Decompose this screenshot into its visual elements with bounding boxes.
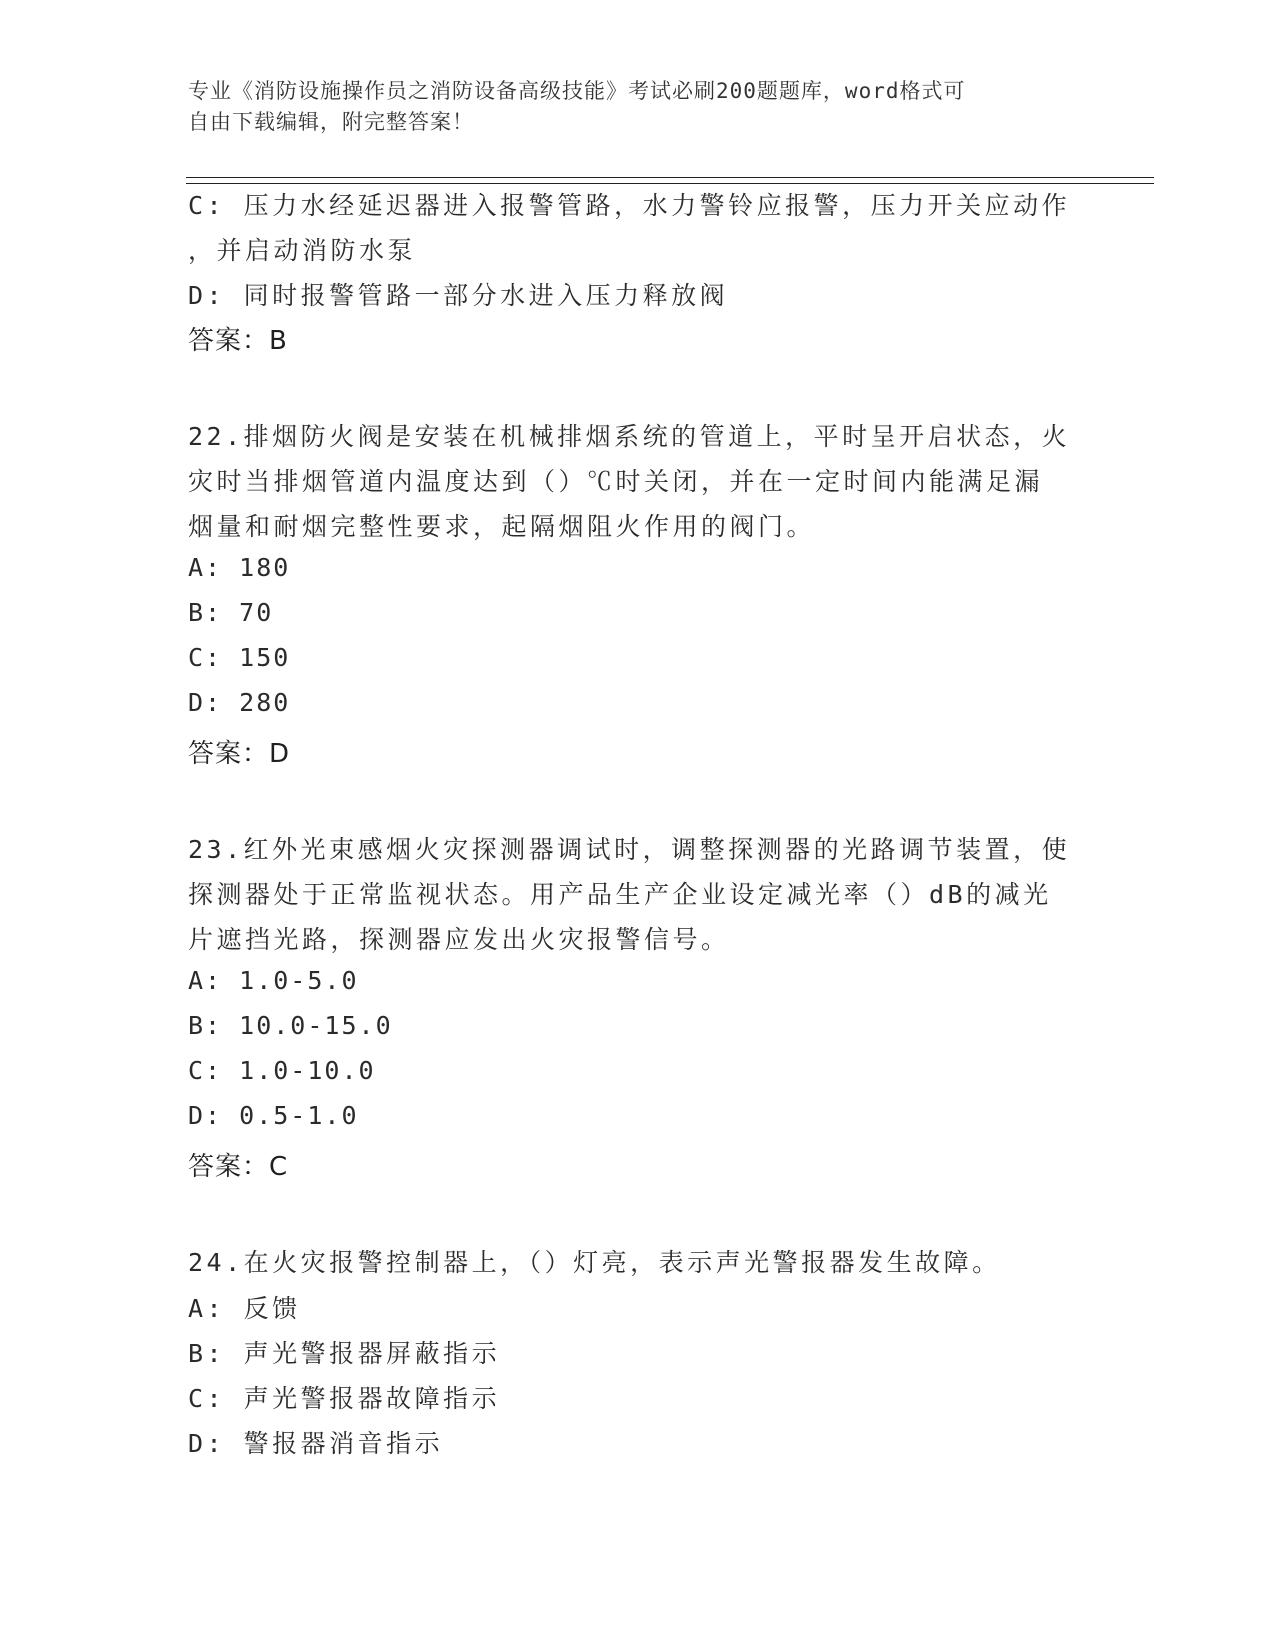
header-line-1: 专业《消防设施操作员之消防设备高级技能》考试必刷200题题库，word格式可 — [188, 79, 966, 103]
q22-option-a: A: 180 — [188, 553, 291, 582]
q23-stem-line-3: 片遮挡光路，探测器应发出火灾报警信号。 — [188, 925, 730, 954]
q23-option-b: B: 10.0-15.0 — [188, 1011, 393, 1040]
header-divider-top — [186, 177, 1154, 178]
q22-answer: 答案：D — [188, 739, 291, 769]
q23-stem-line-2: 探测器处于正常监视状态。用产品生产企业设定减光率（）dB的减光 — [188, 880, 1052, 909]
q22-option-c: C: 150 — [188, 643, 291, 672]
q24-stem-line-1: 24.在火灾报警控制器上，（）灯亮，表示声光警报器发生故障。 — [188, 1248, 1001, 1277]
q22-stem-line-3: 烟量和耐烟完整性要求，起隔烟阻火作用的阀门。 — [188, 512, 816, 541]
q21-option-c-line-2: ，并启动消防水泵 — [188, 236, 417, 265]
q24-option-c: C: 声光警报器故障指示 — [188, 1384, 501, 1413]
q23-stem-line-1: 23.红外光束感烟火灾探测器调试时，调整探测器的光路调节装置，使 — [188, 835, 1071, 864]
q24-option-a: A: 反馈 — [188, 1294, 301, 1323]
q23-option-a: A: 1.0-5.0 — [188, 966, 359, 995]
q22-option-b: B: 70 — [188, 598, 274, 627]
q23-option-d: D: 0.5-1.0 — [188, 1101, 359, 1130]
q23-option-c: C: 1.0-10.0 — [188, 1056, 376, 1085]
q22-stem-line-1: 22.排烟防火阀是安装在机械排烟系统的管道上，平时呈开启状态，火 — [188, 422, 1071, 451]
q22-stem-line-2: 灾时当排烟管道内温度达到（）℃时关闭，并在一定时间内能满足漏 — [188, 467, 1044, 496]
q24-option-d: D: 警报器消音指示 — [188, 1429, 444, 1458]
q21-option-c-line-1: C: 压力水经延迟器进入报警管路，水力警铃应报警，压力开关应动作 — [188, 191, 1071, 220]
q21-answer: 答案：B — [188, 326, 288, 356]
q21-option-d: D: 同时报警管路一部分水进入压力释放阀 — [188, 281, 729, 310]
document-header — [188, 76, 1068, 138]
q24-option-b: B: 声光警报器屏蔽指示 — [188, 1339, 501, 1368]
header-divider-bottom — [186, 183, 1154, 184]
header-line-2: 自由下载编辑，附完整答案！ — [188, 110, 474, 134]
q22-option-d: D: 280 — [188, 688, 291, 717]
q23-answer: 答案：C — [188, 1152, 289, 1182]
